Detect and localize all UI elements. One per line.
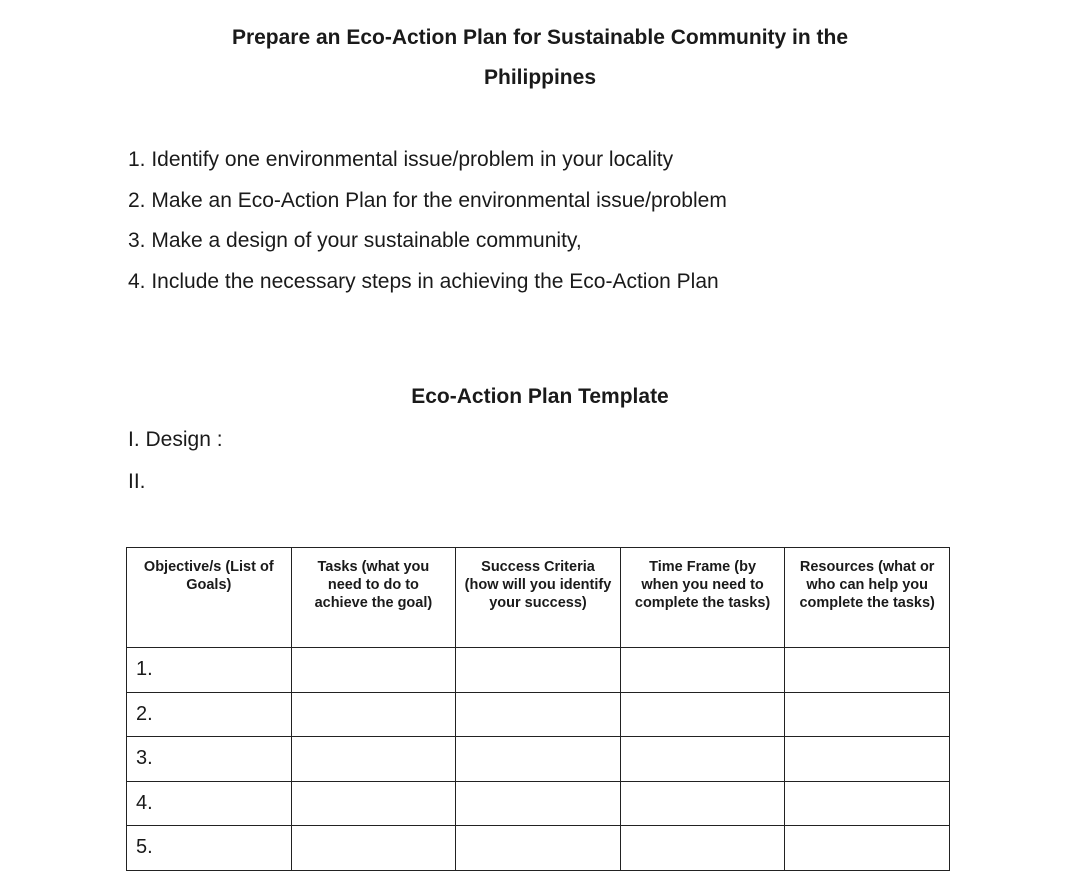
table-cell (456, 648, 621, 693)
table-cell (291, 692, 456, 737)
row-number: 1. (127, 648, 292, 693)
section-two-label: II. (128, 470, 146, 493)
table-cell (456, 692, 621, 737)
table-cell (785, 781, 950, 826)
header-success-criteria: Success Criteria (how will you identify your success) (456, 548, 621, 648)
table-cell (620, 781, 785, 826)
header-objectives: Objective/s (List of Goals) (127, 548, 292, 648)
title-line-2: Philippines (483, 66, 596, 89)
table-row (127, 692, 950, 737)
header-time-frame: Time Frame (by when you need to complete the tasks) (620, 548, 785, 648)
table-cell (456, 737, 621, 782)
instruction-list (128, 140, 727, 302)
instruction-item: 3. Make a design of your sustainable community, (128, 229, 582, 252)
table-cell (291, 826, 456, 871)
table-cell (620, 826, 785, 871)
table-row (127, 781, 950, 826)
table-cell (456, 781, 621, 826)
table-row (127, 648, 950, 693)
instruction-item: 1. Identify one environmental issue/problem in your locality (128, 148, 674, 171)
table-cell (291, 648, 456, 693)
instruction-item: 4. Include the necessary steps in achieving the Eco-Action Plan (128, 269, 719, 293)
table-cell (785, 692, 950, 737)
table-cell (785, 737, 950, 782)
row-number: 2. (127, 692, 292, 737)
table-cell (456, 826, 621, 871)
table-header-row (127, 548, 950, 648)
table-cell (620, 692, 785, 737)
design-section-label: I. Design : (128, 428, 223, 451)
table-row (127, 826, 950, 871)
row-number: 4. (127, 781, 292, 826)
header-resources: Resources (what or who can help you complete the tasks) (785, 548, 950, 648)
row-number: 5. (127, 826, 292, 871)
table-cell (620, 648, 785, 693)
table-cell (291, 737, 456, 782)
eco-action-plan-table (126, 547, 950, 871)
table-row (127, 737, 950, 782)
instruction-item: 2. Make an Eco-Action Plan for the environmental issue/problem (128, 188, 727, 212)
table-cell (620, 737, 785, 782)
template-title: Eco-Action Plan Template (411, 385, 669, 408)
table-cell (291, 781, 456, 826)
table-cell (785, 648, 950, 693)
document-title (120, 18, 960, 98)
table-cell (785, 826, 950, 871)
header-tasks: Tasks (what you need to do to achieve the goal) (291, 548, 456, 648)
row-number: 3. (127, 737, 292, 782)
title-line-1: Prepare an Eco-Action Plan for Sustainable Community in the (231, 26, 849, 49)
